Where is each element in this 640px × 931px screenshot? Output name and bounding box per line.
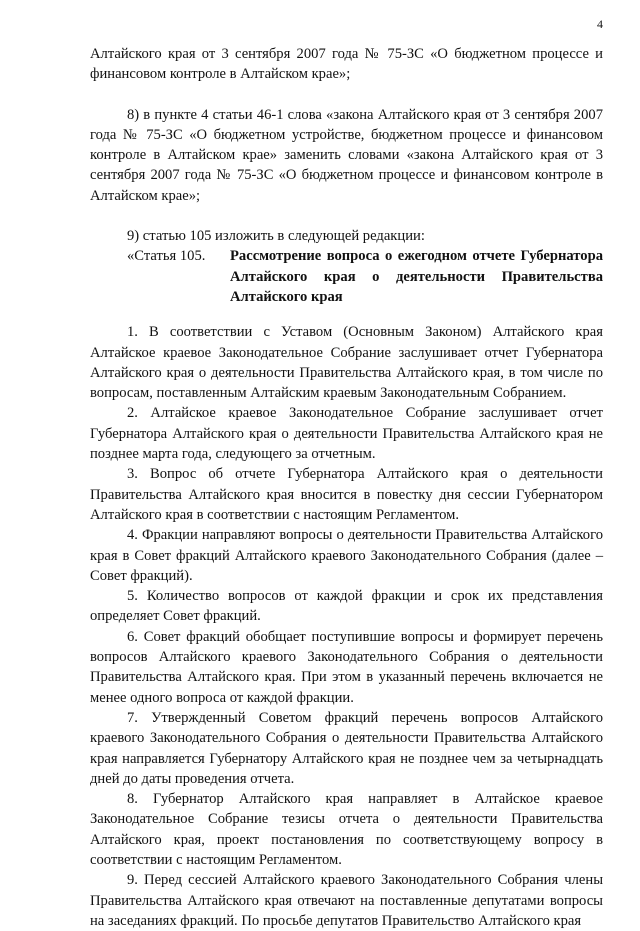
article-item-2: 2. Алтайское краевое Законодательное Собрание заслушивает отчет Губернатора Алтайского края о деятельности Правительства Алтайского края не позднее марта года, следующего за отчетным. bbox=[90, 405, 603, 463]
article-item-6: 6. Совет фракций обобщает поступившие вопросы и формирует перечень вопросов Алтайского краевого Законодательного Собрания о деятельности Правительства Алтайского края. При этом в указанный перечень включается не менее одного вопроса от каждой фракции. bbox=[90, 628, 603, 706]
document-body bbox=[90, 44, 603, 931]
article-item-7: 7. Утвержденный Советом фракций перечень вопросов Алтайского краевого Законодательного Собрания о деятельности Правительства Алтайского края направляется Губернатору Алтайского края не позднее чем за четырнадцать дней до даты проведения отчета. bbox=[90, 709, 603, 787]
paragraph-continuation: Алтайского края от 3 сентября 2007 года № 75-ЗС «О бюджетном процессе и финансовом контроле в Алтайском крае»; bbox=[90, 46, 603, 83]
article-item-1: 1. В соответствии с Уставом (Основным Законом) Алтайского края Алтайское краевое Законодательное Собрание заслушивает отчет Губернатора Алтайского края о деятельности Правительства Алтайского края, в том числе по вопросам, поставленным Алтайским краевым Законодательным Собранием. bbox=[90, 324, 603, 402]
paragraph-item-8: 8) в пункте 4 статьи 46-1 слова «закона Алтайского края от 3 сентября 2007 года № 75-ЗС «О бюджетном устройстве, бюджетном процессе и финансовом контроле в Алтайском крае» заменить словами «закона Алтайского края от 3 сентября 2007 года № 75-ЗС «О бюджетном процессе и финансовом контроле в Алтайском крае»; bbox=[90, 106, 603, 204]
paragraph-item-9: 9) статью 105 изложить в следующей редакции: bbox=[127, 228, 425, 245]
article-item-5: 5. Количество вопросов от каждой фракции и срок их представления определяет Совет фракций. bbox=[90, 588, 603, 625]
article-item-9: 9. Перед сессией Алтайского краевого Законодательного Собрания члены Правительства Алтайского края отвечают на поставленные депутатами вопросы на заседаниях фракций. По просьбе депутатов Правительство Алтайского края bbox=[90, 872, 603, 929]
article-item-3: 3. Вопрос об отчете Губернатора Алтайского края о деятельности Правительства Алтайского края вносится в повестку дня сессии Губернатором Алтайского края в соответствии с настоящим Регламентом. bbox=[90, 466, 603, 523]
article-title: Рассмотрение вопроса о ежегодном отчете Губернатора Алтайского края о деятельности Правительства Алтайского края bbox=[230, 248, 603, 305]
article-item-4: 4. Фракции направляют вопросы о деятельности Правительства Алтайского края в Совет фракций Алтайского краевого Законодательного Собрания (далее – Совет фракций). bbox=[90, 527, 603, 584]
article-item-8: 8. Губернатор Алтайского края направляет в Алтайское краевое Законодательное Собрание тезисы отчета о деятельности Правительства Алтайского края, проект постановления по соответствующему вопросу в соответствии с настоящим Регламентом. bbox=[90, 791, 603, 868]
article-heading bbox=[127, 246, 603, 307]
article-number: «Статья 105. bbox=[127, 248, 206, 265]
page-number: 4 bbox=[597, 17, 603, 31]
